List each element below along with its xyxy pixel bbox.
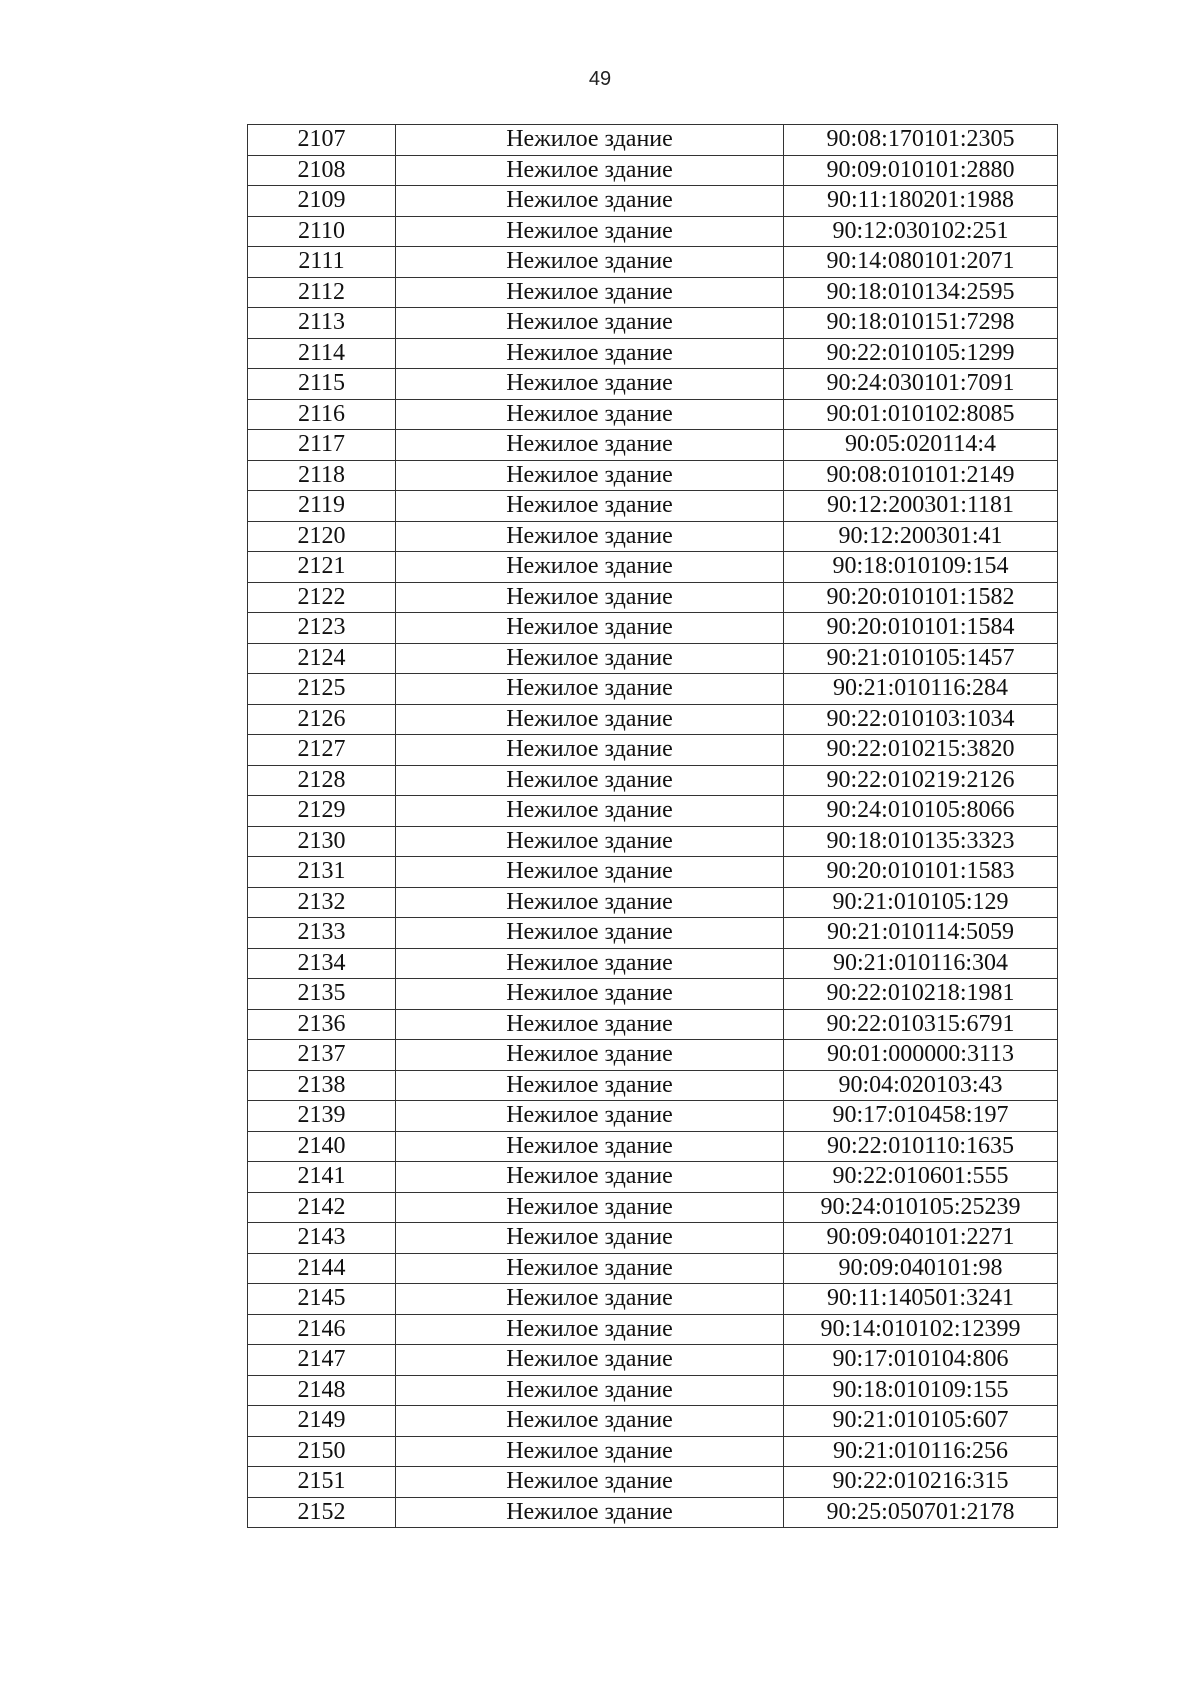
row-number-cell: 2122 [248,582,396,613]
table-row [248,674,1058,705]
table-row [248,735,1058,766]
object-type-cell: Нежилое здание [396,1497,784,1528]
table-row [248,186,1058,217]
table-row [248,216,1058,247]
object-type-cell: Нежилое здание [396,460,784,491]
table-row [248,369,1058,400]
cadastral-number-cell: 90:09:040101:2271 [784,1223,1058,1254]
object-type-cell: Нежилое здание [396,1009,784,1040]
table-row [248,552,1058,583]
cadastral-number-cell: 90:09:010101:2880 [784,155,1058,186]
row-number-cell: 2112 [248,277,396,308]
table-row [248,125,1058,156]
object-type-cell: Нежилое здание [396,1284,784,1315]
cadastral-number-cell: 90:24:010105:8066 [784,796,1058,827]
cadastral-number-cell: 90:20:010101:1583 [784,857,1058,888]
cadastral-number-cell: 90:21:010114:5059 [784,918,1058,949]
object-type-cell: Нежилое здание [396,1162,784,1193]
object-type-cell: Нежилое здание [396,1223,784,1254]
row-number-cell: 2117 [248,430,396,461]
object-type-cell: Нежилое здание [396,735,784,766]
cadastral-number-cell: 90:22:010105:1299 [784,338,1058,369]
table-row [248,399,1058,430]
cadastral-number-cell: 90:22:010215:3820 [784,735,1058,766]
table-row [248,643,1058,674]
cadastral-number-cell: 90:22:010315:6791 [784,1009,1058,1040]
object-type-cell: Нежилое здание [396,765,784,796]
object-type-cell: Нежилое здание [396,613,784,644]
cadastral-number-cell: 90:17:010458:197 [784,1101,1058,1132]
cadastral-number-cell: 90:14:080101:2071 [784,247,1058,278]
object-type-cell: Нежилое здание [396,887,784,918]
cadastral-number-cell: 90:12:030102:251 [784,216,1058,247]
row-number-cell: 2124 [248,643,396,674]
object-type-cell: Нежилое здание [396,826,784,857]
row-number-cell: 2115 [248,369,396,400]
table-row [248,1009,1058,1040]
cadastral-number-cell: 90:21:010105:1457 [784,643,1058,674]
row-number-cell: 2142 [248,1192,396,1223]
table-row [248,1192,1058,1223]
table-row [248,1406,1058,1437]
row-number-cell: 2136 [248,1009,396,1040]
cadastral-number-cell: 90:18:010135:3323 [784,826,1058,857]
cadastral-number-cell: 90:01:010102:8085 [784,399,1058,430]
object-type-cell: Нежилое здание [396,277,784,308]
row-number-cell: 2110 [248,216,396,247]
cadastral-number-cell: 90:18:010134:2595 [784,277,1058,308]
table-row [248,948,1058,979]
row-number-cell: 2114 [248,338,396,369]
object-type-cell: Нежилое здание [396,1192,784,1223]
table-row [248,1345,1058,1376]
cadastral-number-cell: 90:22:010103:1034 [784,704,1058,735]
row-number-cell: 2138 [248,1070,396,1101]
cadastral-number-cell: 90:21:010116:256 [784,1436,1058,1467]
cadastral-number-cell: 90:24:030101:7091 [784,369,1058,400]
cadastral-number-cell: 90:24:010105:25239 [784,1192,1058,1223]
table-row [248,796,1058,827]
row-number-cell: 2125 [248,674,396,705]
table-row [248,430,1058,461]
row-number-cell: 2123 [248,613,396,644]
row-number-cell: 2113 [248,308,396,339]
row-number-cell: 2129 [248,796,396,827]
object-type-cell: Нежилое здание [396,216,784,247]
row-number-cell: 2133 [248,918,396,949]
table-row [248,857,1058,888]
row-number-cell: 2139 [248,1101,396,1132]
object-type-cell: Нежилое здание [396,155,784,186]
object-type-cell: Нежилое здание [396,521,784,552]
cadastral-number-cell: 90:18:010151:7298 [784,308,1058,339]
table-row [248,826,1058,857]
row-number-cell: 2121 [248,552,396,583]
table-row [248,1284,1058,1315]
object-type-cell: Нежилое здание [396,857,784,888]
object-type-cell: Нежилое здание [396,125,784,156]
object-type-cell: Нежилое здание [396,186,784,217]
row-number-cell: 2144 [248,1253,396,1284]
table-row [248,308,1058,339]
cadastral-number-cell: 90:08:170101:2305 [784,125,1058,156]
table-row [248,979,1058,1010]
row-number-cell: 2128 [248,765,396,796]
row-number-cell: 2150 [248,1436,396,1467]
table-row [248,1223,1058,1254]
object-type-cell: Нежилое здание [396,1314,784,1345]
object-type-cell: Нежилое здание [396,308,784,339]
row-number-cell: 2152 [248,1497,396,1528]
row-number-cell: 2107 [248,125,396,156]
object-type-cell: Нежилое здание [396,1375,784,1406]
object-type-cell: Нежилое здание [396,247,784,278]
cadastral-number-cell: 90:21:010105:129 [784,887,1058,918]
table-row [248,1162,1058,1193]
cadastral-number-cell: 90:18:010109:154 [784,552,1058,583]
table-row [248,765,1058,796]
table-row [248,1253,1058,1284]
object-type-cell: Нежилое здание [396,704,784,735]
cadastral-number-cell: 90:22:010219:2126 [784,765,1058,796]
table-row [248,704,1058,735]
object-type-cell: Нежилое здание [396,430,784,461]
table-row [248,460,1058,491]
row-number-cell: 2108 [248,155,396,186]
object-type-cell: Нежилое здание [396,369,784,400]
registry-table-body [248,125,1058,1528]
table-row [248,521,1058,552]
cadastral-number-cell: 90:09:040101:98 [784,1253,1058,1284]
table-row [248,1314,1058,1345]
cadastral-number-cell: 90:21:010116:284 [784,674,1058,705]
row-number-cell: 2126 [248,704,396,735]
table-row [248,1375,1058,1406]
row-number-cell: 2151 [248,1467,396,1498]
row-number-cell: 2134 [248,948,396,979]
page-number: 49 [588,68,612,90]
row-number-cell: 2127 [248,735,396,766]
row-number-cell: 2132 [248,887,396,918]
cadastral-number-cell: 90:17:010104:806 [784,1345,1058,1376]
row-number-cell: 2111 [248,247,396,278]
object-type-cell: Нежилое здание [396,1131,784,1162]
object-type-cell: Нежилое здание [396,918,784,949]
object-type-cell: Нежилое здание [396,1101,784,1132]
cadastral-number-cell: 90:21:010105:607 [784,1406,1058,1437]
table-row [248,1497,1058,1528]
table-row [248,1131,1058,1162]
table-row [248,887,1058,918]
object-type-cell: Нежилое здание [396,491,784,522]
registry-table [247,124,1058,1528]
cadastral-number-cell: 90:20:010101:1582 [784,582,1058,613]
table-row [248,1436,1058,1467]
row-number-cell: 2145 [248,1284,396,1315]
table-row [248,1040,1058,1071]
cadastral-number-cell: 90:11:140501:3241 [784,1284,1058,1315]
cadastral-number-cell: 90:12:200301:41 [784,521,1058,552]
cadastral-number-cell: 90:22:010601:555 [784,1162,1058,1193]
object-type-cell: Нежилое здание [396,552,784,583]
object-type-cell: Нежилое здание [396,1345,784,1376]
cadastral-number-cell: 90:08:010101:2149 [784,460,1058,491]
object-type-cell: Нежилое здание [396,674,784,705]
cadastral-number-cell: 90:01:000000:3113 [784,1040,1058,1071]
object-type-cell: Нежилое здание [396,1406,784,1437]
cadastral-number-cell: 90:22:010216:315 [784,1467,1058,1498]
object-type-cell: Нежилое здание [396,582,784,613]
cadastral-number-cell: 90:21:010116:304 [784,948,1058,979]
row-number-cell: 2109 [248,186,396,217]
row-number-cell: 2143 [248,1223,396,1254]
cadastral-number-cell: 90:12:200301:1181 [784,491,1058,522]
row-number-cell: 2141 [248,1162,396,1193]
table-row [248,582,1058,613]
row-number-cell: 2135 [248,979,396,1010]
object-type-cell: Нежилое здание [396,796,784,827]
table-row [248,918,1058,949]
cadastral-number-cell: 90:04:020103:43 [784,1070,1058,1101]
table-row [248,155,1058,186]
table-row [248,1070,1058,1101]
cadastral-number-cell: 90:18:010109:155 [784,1375,1058,1406]
row-number-cell: 2146 [248,1314,396,1345]
cadastral-number-cell: 90:14:010102:12399 [784,1314,1058,1345]
row-number-cell: 2149 [248,1406,396,1437]
cadastral-number-cell: 90:20:010101:1584 [784,613,1058,644]
row-number-cell: 2148 [248,1375,396,1406]
object-type-cell: Нежилое здание [396,979,784,1010]
cadastral-number-cell: 90:22:010110:1635 [784,1131,1058,1162]
cadastral-number-cell: 90:05:020114:4 [784,430,1058,461]
object-type-cell: Нежилое здание [396,399,784,430]
object-type-cell: Нежилое здание [396,948,784,979]
object-type-cell: Нежилое здание [396,1253,784,1284]
row-number-cell: 2116 [248,399,396,430]
object-type-cell: Нежилое здание [396,1467,784,1498]
object-type-cell: Нежилое здание [396,1040,784,1071]
cadastral-number-cell: 90:25:050701:2178 [784,1497,1058,1528]
object-type-cell: Нежилое здание [396,643,784,674]
row-number-cell: 2147 [248,1345,396,1376]
object-type-cell: Нежилое здание [396,1070,784,1101]
cadastral-number-cell: 90:22:010218:1981 [784,979,1058,1010]
row-number-cell: 2120 [248,521,396,552]
cadastral-number-cell: 90:11:180201:1988 [784,186,1058,217]
table-row [248,277,1058,308]
object-type-cell: Нежилое здание [396,1436,784,1467]
table-row [248,491,1058,522]
table-row [248,1101,1058,1132]
table-row [248,247,1058,278]
table-row [248,338,1058,369]
object-type-cell: Нежилое здание [396,338,784,369]
row-number-cell: 2131 [248,857,396,888]
row-number-cell: 2140 [248,1131,396,1162]
row-number-cell: 2119 [248,491,396,522]
row-number-cell: 2130 [248,826,396,857]
row-number-cell: 2118 [248,460,396,491]
table-row [248,1467,1058,1498]
row-number-cell: 2137 [248,1040,396,1071]
table-row [248,613,1058,644]
